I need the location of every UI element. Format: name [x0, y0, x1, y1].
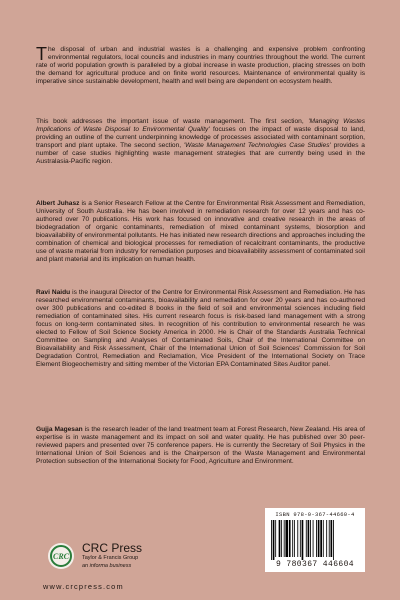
- section2-title: 'Waste Management Technologies Case Studies': [183, 142, 331, 150]
- intro-text: he disposal of urban and industrial wastes is a challenging and expensive problem confronting environmental regulators, local councils and industries in many countries throughout the world. The current rate of world population growth is paralleled by a global increase in waste production, placing stresses on both the demand for agricultural produce and on finite world resources. Maintenance of environmental quality is imperative since sustainable development, health and well being are dependent on ecosystem health.: [36, 46, 365, 86]
- author-name: Gujja Magesan: [36, 426, 83, 433]
- barcode-icon: [269, 520, 361, 560]
- crc-logo-icon: [48, 543, 74, 569]
- summary-text-2: focuses on the impact of waste disposal to land, providing an outline of the current underpinning knowledge of processes associated with contaminant sorption, transport and plant uptake. The second section,: [36, 126, 365, 150]
- book-summary-paragraph: [36, 118, 365, 166]
- author-name: Albert Juhasz: [36, 200, 80, 207]
- publisher-tagline: an informa business: [82, 563, 132, 569]
- crc-logo-mark: CRC: [50, 545, 72, 567]
- drop-cap: T: [36, 44, 47, 64]
- isbn-label: ISBN 978-0-367-44660-4: [275, 511, 355, 518]
- publisher-group: Taylor & Francis Group: [82, 555, 139, 561]
- author-bio-text: is a Senior Research Fellow at the Centre for Environmental Risk Assessment and Remediation, University of South Australia. He has been involved in remediation research for over 12 years and has co-authored over 70 publications. His work has focused on innovative and creative research in the areas of biodegradation of organic contaminants, remediation of mixed contaminant systems, biosorption and bioavailability of environmental pollutants. He has initiated new research directions and approaches including the combination of chemical and biological processes for remediation of recalcitrant contaminants, the productive use of waste material from industry for remediation purposes and bioavailability assessment of contaminated soil and plant material and its implication on human health.: [36, 200, 365, 264]
- intro-paragraph: [36, 46, 365, 86]
- publisher-url[interactable]: www.crcpress.com: [43, 582, 124, 591]
- author-bio-text: is the inaugural Director of the Centre for Environmental Risk Assessment and Remediation. He has researched environmental contaminants, bioavailability and remediation for over 20 years and has co-authored over 300 publications and co-edited 8 books in the field of soil and environmental sciences including field remediation of contaminated sites. His current research focus is risk-based land management with a strong focus on long-term contaminated sites. In recognition of his contribution to environmental research he was elected to Fellow of Soil Science Society America in 2000. He is Chair of the Standards Australia Technical Committee on Sampling and Analyses of Contaminated Soils, Chair of the International Committee on Bioavailability and Risk Assessment, Chair of the International Union of Soil Sciences' Commission for Soil Degradation Control, Remediation and Reclamation, Vice President of the International Society on Trace Element Biogeochemistry and sitting member of the Victorian EPA Contaminated Sites Auditor panel.: [36, 289, 365, 369]
- author-bio-juhasz: [36, 200, 365, 264]
- publisher-name: CRC Press: [82, 541, 143, 555]
- isbn-barcode: [265, 508, 365, 572]
- summary-text-3: provides a number of case studies highlighting waste management strategies that are currently being used in the Australasia-Pacific region.: [36, 142, 365, 166]
- author-bio-text: is the research leader of the land treatment team at Forest Research, New Zealand. His area of expertise is in waste management and its impact on soil and water quality. He has published over 30 peer-reviewed papers and presented over 75 conference papers. He is currently the Secretary of Soil Physics in the International Union of Soil Sciences and is the Chairperson of the Waste Management and Environmental Protection subsection of the International Society for Food, Agriculture and Environment.: [36, 426, 365, 466]
- author-bio-magesan: [36, 426, 365, 466]
- section1-title: 'Managing Wastes Implications of Waste Disposal to Environmental Quality': [36, 118, 365, 134]
- summary-text-1: This book addresses the important issue of waste management. The first section,: [36, 118, 309, 125]
- barcode-digits: 9 780367 446604: [275, 560, 354, 569]
- publisher-block: [43, 540, 193, 590]
- author-bio-naidu: [36, 289, 365, 369]
- author-name: Ravi Naidu: [36, 289, 71, 296]
